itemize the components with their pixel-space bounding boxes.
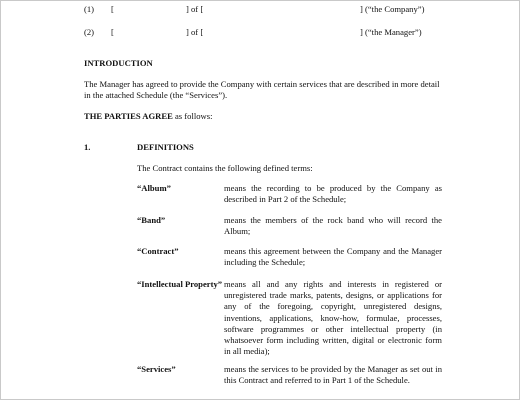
section-lead: The Contract contains the following defined terms: xyxy=(137,163,313,173)
party-role: ] (“the Manager”) xyxy=(360,27,422,37)
party-open-bracket: [ xyxy=(111,4,114,14)
definition-term-services: “Services” xyxy=(137,364,176,374)
party-of: ] of [ xyxy=(186,27,204,37)
introduction-text: The Manager has agreed to provide the Company with certain services that are described in more detail in the attached Schedule (the “Services”). xyxy=(84,79,440,100)
agreement-line xyxy=(84,111,212,122)
party-number: (2) xyxy=(84,27,95,37)
definition-term-intellectual-property: “Intellectual Property” xyxy=(137,279,223,289)
definition-meaning-album: means the recording to be produced by the Company as described in Part 2 of the Schedule; xyxy=(224,183,442,205)
definition-term-contract: “Contract” xyxy=(137,246,179,256)
section-number: 1. xyxy=(84,142,91,152)
definition-term-band: “Band” xyxy=(137,215,166,225)
agreement-rest: as follows: xyxy=(172,111,213,121)
introduction-heading: INTRODUCTION xyxy=(84,58,153,68)
definition-meaning-contract: means this agreement between the Company and the Manager including the Schedule; xyxy=(224,246,442,268)
section-title: DEFINITIONS xyxy=(137,142,194,152)
definition-meaning-intellectual-property: means all and any rights and interests in registered or unregistered trade marks, patents, designs, or applications for any of the foregoing, copyright, unregistered designs, inventions, applications, know-how, formulae, processes, software programmes or other intellectual property (in whatsoever form including written, digital or electronic form in all media); xyxy=(224,279,442,357)
definition-term-album: “Album” xyxy=(137,183,171,193)
party-of: ] of [ xyxy=(186,4,204,14)
party-number: (1) xyxy=(84,4,95,14)
definition-meaning-band: means the members of the rock band who will record the Album; xyxy=(224,215,442,237)
party-role: ] (“the Company”) xyxy=(360,4,425,14)
definition-meaning-services: means the services to be provided by the Manager as set out in this Contract and referred to in Part 1 of the Schedule. xyxy=(224,364,442,386)
party-open-bracket: [ xyxy=(111,27,114,37)
agreement-bold: THE PARTIES AGREE xyxy=(84,111,173,121)
